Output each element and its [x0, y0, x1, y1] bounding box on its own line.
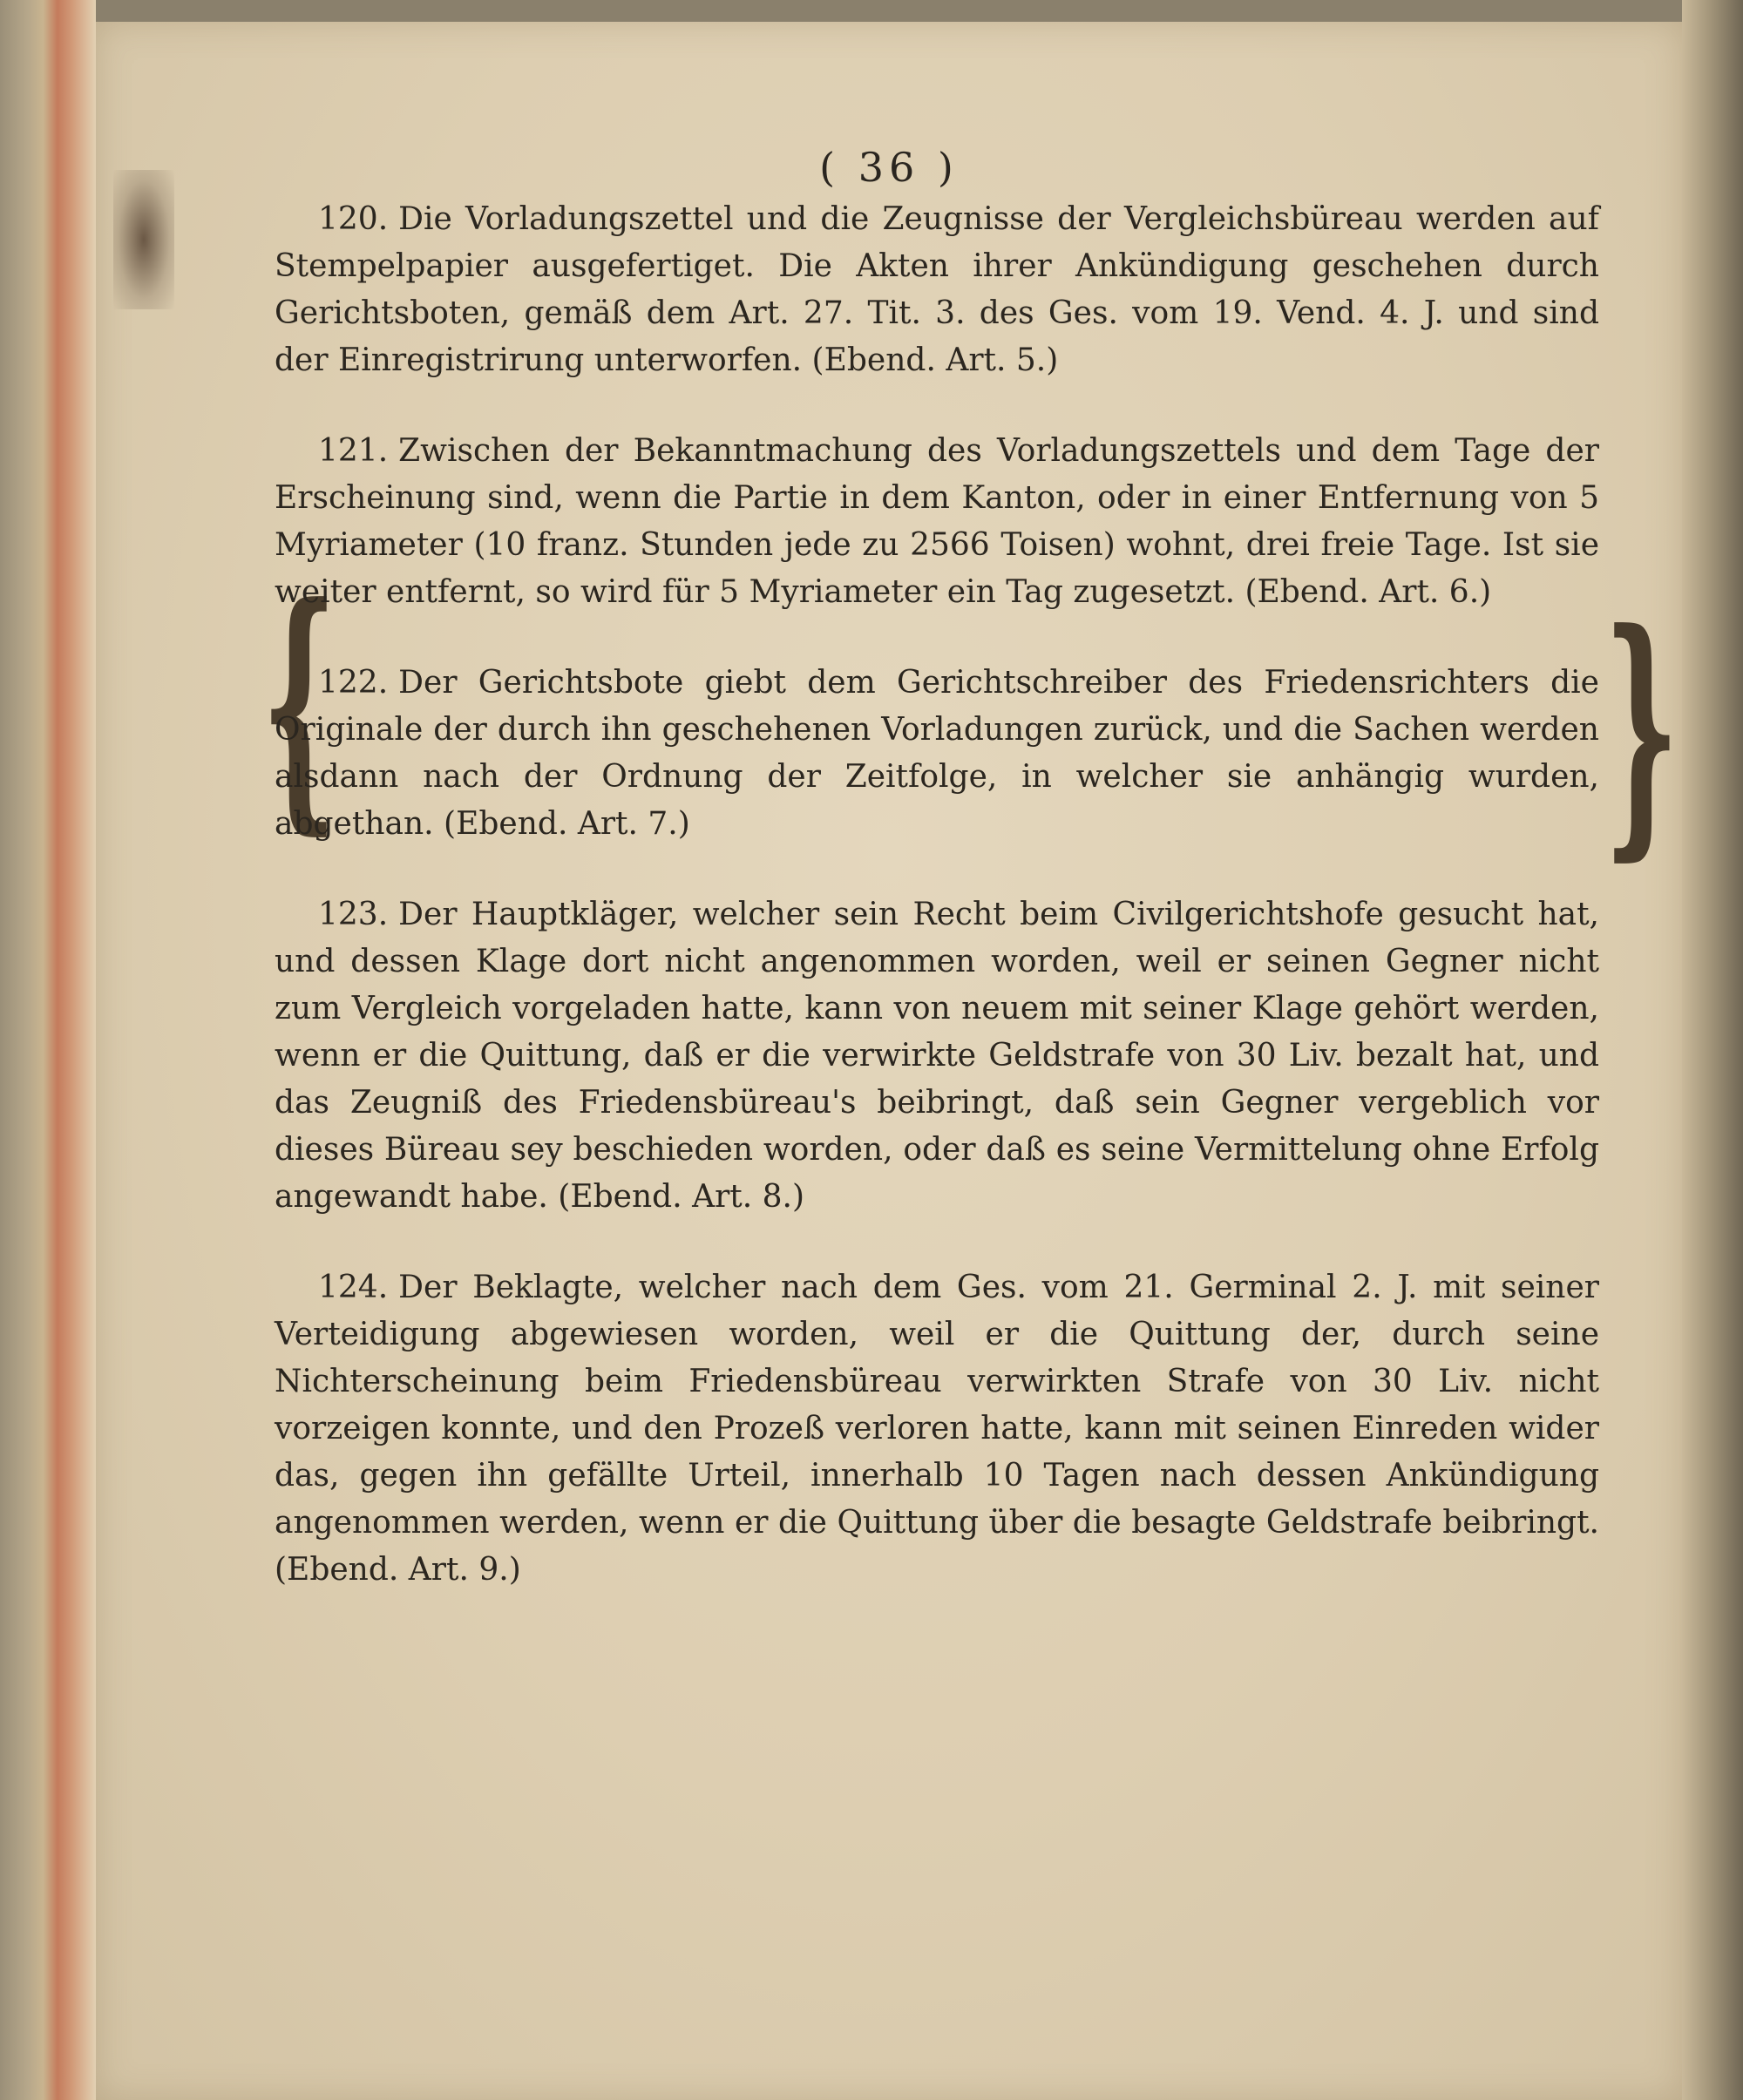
paragraph-number: 124.: [318, 1270, 389, 1305]
paragraph-text: Zwischen der Bekanntmachung des Vorladungszettels und dem Tage der Erscheinung sind, wenn die Partie in dem Kanton, oder in einer Entfernung von 5 Myriameter (10 franz. Stunden jede zu 2566 Toisen) wohnt, drei freie Tage. Ist sie weiter entfernt, so wird für 5 Myriameter ein Tag zugesetzt. (Ebend. Art. 6.): [275, 433, 1599, 610]
ink-stain: [113, 170, 174, 309]
paragraph-number: 122.: [318, 665, 389, 701]
paragraph-123: [275, 891, 1599, 1221]
right-brace-mark: }: [1604, 575, 1679, 883]
paragraph-122: [275, 660, 1599, 848]
page-edge-right: [1682, 0, 1743, 2100]
paragraph-text: Der Beklagte, welcher nach dem Ges. vom 21. Germinal 2. J. mit seiner Verteidigung abgewiesen worden, weil er die Quittung der, durch seine Nichterscheinung beim Friedensbüreau verwirkten Strafe von 30 Liv. nicht vorzeigen konnte, und den Prozeß verloren hatte, kann mit seinen Einreden wider das, gegen ihn gefällte Urteil, innerhalb 10 Tagen nach dessen Ankündigung angenommen werden, wenn er die Quittung über die besagte Geldstrafe beibringt. (Ebend. Art. 9.): [275, 1270, 1599, 1588]
page-edge-left: [0, 0, 96, 2100]
paragraph-number: 120.: [318, 201, 389, 237]
paragraph-number: 123.: [318, 897, 389, 932]
body-text: [275, 196, 1599, 1637]
paragraph-124: [275, 1264, 1599, 1594]
left-brace-mark: {: [261, 549, 337, 857]
paragraph-number: 121.: [318, 433, 389, 469]
paragraph-text: Der Hauptkläger, welcher sein Recht beim Civilgerichtshofe gesucht hat, und dessen Klage dort nicht angenommen worden, weil er seinen Gegner nicht zum Vergleich vorgeladen hatte, kann von neuem mit seiner Klage gehört werden, wenn er die Quittung, daß er die verwirkte Geldstrafe von 30 Liv. bezalt hat, und das Zeugniß des Friedensbüreau's beibringt, daß sein Gegner vergeblich vor dieses Büreau sey beschieden worden, oder daß es seine Vermittelung ohne Erfolg angewandt habe. (Ebend. Art. 8.): [275, 897, 1599, 1215]
paragraph-text: Der Gerichtsbote giebt dem Gerichtschreiber des Friedensrichters die Originale der durch ihn geschehenen Vorladungen zurück, und die Sachen werden alsdann nach der Ordnung der Zeitfolge, in welcher sie anhängig wurden, abgethan. (Ebend. Art. 7.): [275, 665, 1599, 842]
paragraph-121: [275, 428, 1599, 616]
paragraph-text: Die Vorladungszettel und die Zeugnisse der Vergleichsbüreau werden auf Stempelpapier ausgefertiget. Die Akten ihrer Ankündigung geschehen durch Gerichtsboten, gemäß dem Art. 27. Tit. 3. des Ges. vom 19. Vend. 4. J. und sind der Einregistrirung unterworfen. (Ebend. Art. 5.): [275, 201, 1599, 378]
page-number: ( 36 ): [819, 144, 959, 191]
paragraph-120: [275, 196, 1599, 384]
